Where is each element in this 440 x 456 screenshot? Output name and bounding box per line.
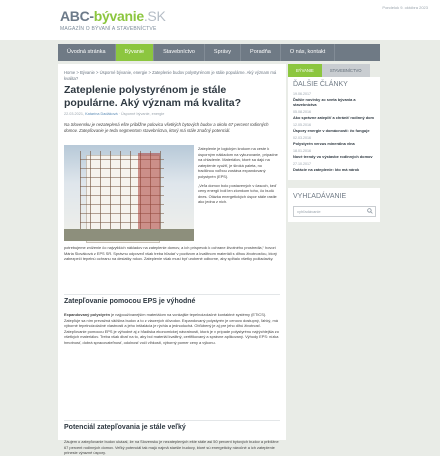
news-date: 12.05.2016 [293,123,311,127]
current-date: Pondelok 9. októbra 2023 [382,5,428,10]
nav-kontakt[interactable]: O nás, kontakt [281,44,335,61]
news-title[interactable]: Ako správne zatepliť a chrániť rodinný dom [293,115,374,120]
related-articles-panel [288,77,380,180]
divider [64,420,280,421]
paragraph-1a: Zateplenie je logickým krokom na ceste k úsporným nákladom na vykurovanie, prípadne na chladenie. Materiálov, ktoré sa dajú na zateplenie využiť, je široká paleta, no tradičnou voľbou zostáva expandovaný polystyrén (EPS). [198,146,278,179]
section-heading-eps: Zatepľovanie pomocou EPS je výhodné [64,298,196,305]
site-header [0,0,440,40]
logo-suffix: .SK [143,8,166,24]
breadcrumb[interactable]: Home > Bývanie > Úsporné bývanie, energie > Zateplenie budov polystyrénom je stále populárne. Aký význam má kvalita? [64,70,277,81]
news-date: 19.06.2017 [293,92,311,96]
news-title[interactable]: Nové trendy vo výstavbe rodinných domov [293,154,373,159]
paragraph-3-lead: Expandovaný polystyrén [64,312,111,317]
article-paragraph-4: Záujem o zatepľovanie budov ukázal, že na Slovensku je nezateplených ešte stále asi 50 percent bytových budov a približne 67 percent rodinných domov. Veľký potenciál tak majú najmä staršie budovy, ktoré sú energeticky náročné a ich zateplenie prinesie výrazné úspory. [64,439,279,456]
article-meta: 22.03.2021, Katarína Dadáková · Úsporné bývanie, energie [64,112,165,116]
article-section[interactable]: Úsporné bývanie, energie [121,112,165,116]
article-date: 22.03.2021 [64,112,84,116]
article-paragraph-2: potrebujeme zníženie čo najvyšších nákladov na zateplenie domov, a ich príspevok k ochrane životného prostredia,“ hovorí Mária Slováková z EPS SR. Správnu odpoveď však treba hľadať v poctivom a kvalitnom materiáli s dlhou životnosťou, ktorý zabezpečí tepelnú ochranu na desiatky rokov. Zateplenie však musí byť urobené odborne, aby spĺňalo všetky požiadavky. [64,245,277,262]
news-item[interactable] [293,162,375,172]
main-navigation [58,44,380,61]
news-title[interactable]: Ďalšie novinky zo sveta bývania a stavebníctva [293,97,356,107]
divider [64,294,280,295]
article-paragraph-3 [64,312,280,346]
paragraph-1b: „Veľa domov bolo postavených v časoch, keď ceny energií boli len zlomkom toho, čo budú dnes. Otázka energetických úspor stále rastie ako jedna z nich. [198,182,277,205]
article-content [58,64,286,456]
news-title[interactable]: Dotácie na zateplenie: kto má nárok [293,167,360,172]
news-item[interactable] [293,136,375,146]
search-panel [288,188,380,222]
search-placeholder: vyhľadávanie [297,209,321,214]
section-heading-potential: Potenciál zatepľovania je stále veľký [64,424,186,431]
sidebar-tabs [288,64,380,77]
news-date: 18.01.2016 [293,149,311,153]
search-input[interactable] [293,206,376,217]
news-item[interactable] [293,92,375,107]
news-item[interactable] [293,123,375,133]
related-articles-heading: ĎALŠIE ČLÁNKY [293,81,348,88]
nav-home[interactable]: Úvodná stránka [58,44,116,61]
nav-spravy[interactable]: Správy [205,44,241,61]
news-item[interactable] [293,110,375,120]
search-heading: VYHĽADÁVANIE [293,193,347,200]
nav-stavebnictvo[interactable]: Stavebníctvo [154,44,205,61]
article-title: Zateplenie polystyrénom je stále populárne. Aký význam má kvalita? [64,84,242,109]
tab-byvanie[interactable]: BÝVANIE [288,64,322,77]
nav-poradna[interactable]: Poradňa [241,44,281,61]
article-lead: Na Slovensku je nezateplená ešte približne polovica všetkých bytových budov a okolo 67 percent rodinných domov. Zatepľovanie je teda segmentom stavebníctva, ktorý má stále značný potenciál. [64,122,269,133]
nav-byvanie[interactable]: Bývanie [116,44,155,61]
tab-stavebnictvo[interactable]: STAVEBNÍCTVO [322,64,370,77]
ground-shape [64,229,194,241]
news-date: 05.08.2016 [293,110,311,114]
news-date: 27.10.2017 [293,162,311,166]
news-title[interactable]: Úspory energie v domácnosti: čo funguje [293,128,370,133]
logo-accent: bývanie [93,8,144,24]
site-tagline: MAGAZÍN O BÝVANÍ A STAVEBNÍCTVE [60,26,157,32]
news-date: 02.03.2016 [293,136,311,140]
site-logo[interactable] [60,8,166,24]
scaffolding-photo [64,145,194,241]
news-item[interactable] [293,149,375,159]
paragraph-3-text: je najpoužívanejším materiálom na vonkajšie tepelnoizolačné kontaktné systémy (ETICS). Zatepľuje sa ním prevažná väčšina budov a to z viacerých dôvodov. Expandovaný polystyrén je cenovo dostupný, ľahký, má výborné tepelnoizolačné vlastnosti a jeho inštalácia je rýchla a jednoduchá. Obľúbený je aj pre jeho dlhú životnosť. Zatepľovanie pomocou EPS je výhodné aj z hľadiska ekonomickej návratnosti, ktorá je v prípade polystyrénu najrýchlejšia zo všetkých materiálov. Treba však dbať na to, aby bol materiál kvalitný, certifikovaný a správne aplikovaný. Výhody EPS: nízka hmotnosť, dobrá spracovateľnosť, odolnosť voči vlhkosti, výborný pomer ceny a výkonu. [64,312,279,345]
logo-main: ABC- [60,8,94,24]
safety-net-shape [138,153,160,239]
article-author[interactable]: Katarína Dadáková [85,112,118,116]
search-icon[interactable] [367,208,373,214]
article-paragraph-1 [198,146,278,205]
sidebar [288,64,380,440]
news-title[interactable]: Polystyrén verzus minerálna vlna [293,141,355,146]
